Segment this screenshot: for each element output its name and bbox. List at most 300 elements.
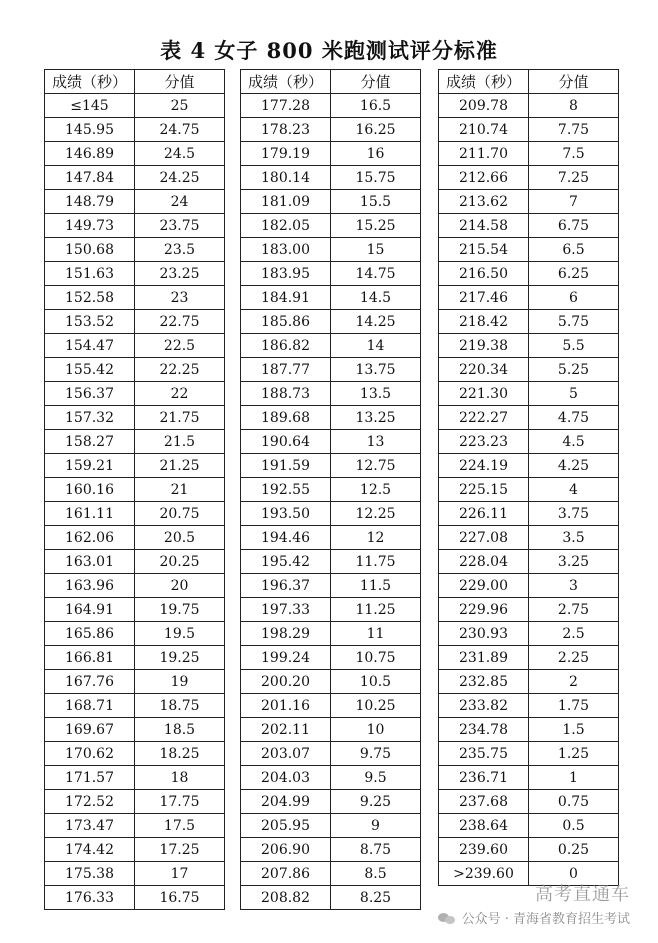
- time-cell: 161.11: [45, 502, 135, 526]
- time-cell: 153.52: [45, 310, 135, 334]
- table-row: [45, 694, 225, 718]
- score-table-2: [240, 69, 421, 910]
- score-cell: 21: [135, 478, 225, 502]
- score-cell: 18: [135, 766, 225, 790]
- score-cell: 13.75: [331, 358, 421, 382]
- time-cell: 166.81: [45, 646, 135, 670]
- table-row: [45, 598, 225, 622]
- time-cell: >239.60: [439, 862, 529, 886]
- time-cell: 201.16: [241, 694, 331, 718]
- score-cell: 9.25: [331, 790, 421, 814]
- table-row: [45, 550, 225, 574]
- time-cell: 157.32: [45, 406, 135, 430]
- score-cell: 1.5: [529, 718, 619, 742]
- time-cell: 212.66: [439, 166, 529, 190]
- time-cell: 170.62: [45, 742, 135, 766]
- table-row: [241, 622, 421, 646]
- table-row: [45, 430, 225, 454]
- table-row: [241, 814, 421, 838]
- score-cell: 16.75: [135, 886, 225, 910]
- table-row: [241, 790, 421, 814]
- time-cell: 197.33: [241, 598, 331, 622]
- table-row: [45, 214, 225, 238]
- table-row: [439, 142, 619, 166]
- table-row: [241, 718, 421, 742]
- score-cell: 11: [331, 622, 421, 646]
- score-cell: 17.25: [135, 838, 225, 862]
- table-row: [439, 622, 619, 646]
- table-row: [45, 646, 225, 670]
- time-cell: 204.99: [241, 790, 331, 814]
- score-cell: 9.5: [331, 766, 421, 790]
- score-cell: 0.5: [529, 814, 619, 838]
- time-cell: 233.82: [439, 694, 529, 718]
- time-cell: 165.86: [45, 622, 135, 646]
- table-row: [45, 742, 225, 766]
- time-cell: 179.19: [241, 142, 331, 166]
- score-cell: 6.5: [529, 238, 619, 262]
- table-row: [439, 358, 619, 382]
- time-cell: 235.75: [439, 742, 529, 766]
- time-cell: 220.34: [439, 358, 529, 382]
- table-row: [241, 886, 421, 910]
- table-row: [439, 190, 619, 214]
- table-row: [241, 550, 421, 574]
- time-cell: 174.42: [45, 838, 135, 862]
- table-row: [45, 454, 225, 478]
- time-cell: 181.09: [241, 190, 331, 214]
- wechat-icon: [438, 911, 456, 925]
- score-cell: 3.25: [529, 550, 619, 574]
- score-cell: 20.25: [135, 550, 225, 574]
- time-cell: 224.19: [439, 454, 529, 478]
- time-cell: 186.82: [241, 334, 331, 358]
- score-cell: 12.25: [331, 502, 421, 526]
- time-cell: 178.23: [241, 118, 331, 142]
- time-cell: 184.91: [241, 286, 331, 310]
- score-cell: 15.75: [331, 166, 421, 190]
- score-cell: 20.5: [135, 526, 225, 550]
- table-row: [45, 238, 225, 262]
- time-cell: 189.68: [241, 406, 331, 430]
- score-header: 分值: [331, 70, 421, 94]
- time-cell: 222.27: [439, 406, 529, 430]
- score-cell: 0.25: [529, 838, 619, 862]
- score-cell: 6: [529, 286, 619, 310]
- table-row: [241, 310, 421, 334]
- score-cell: 18.75: [135, 694, 225, 718]
- table-row: [241, 670, 421, 694]
- time-cell: 164.91: [45, 598, 135, 622]
- score-cell: 11.5: [331, 574, 421, 598]
- table-row: [439, 214, 619, 238]
- score-cell: 8.75: [331, 838, 421, 862]
- time-cell: 185.86: [241, 310, 331, 334]
- time-cell: 188.73: [241, 382, 331, 406]
- table-row: [439, 598, 619, 622]
- table-row: [45, 718, 225, 742]
- time-cell: 151.63: [45, 262, 135, 286]
- time-cell: 158.27: [45, 430, 135, 454]
- time-cell: 210.74: [439, 118, 529, 142]
- time-cell: 228.04: [439, 550, 529, 574]
- score-cell: 14.5: [331, 286, 421, 310]
- time-cell: 182.05: [241, 214, 331, 238]
- score-cell: 10.75: [331, 646, 421, 670]
- time-cell: 229.96: [439, 598, 529, 622]
- table-header-row: [439, 70, 619, 94]
- time-cell: 230.93: [439, 622, 529, 646]
- table-row: [45, 526, 225, 550]
- table-row: [439, 694, 619, 718]
- time-cell: 172.52: [45, 790, 135, 814]
- score-cell: 9: [331, 814, 421, 838]
- score-header: 分值: [135, 70, 225, 94]
- score-cell: 16.25: [331, 118, 421, 142]
- time-cell: 180.14: [241, 166, 331, 190]
- time-cell: 239.60: [439, 838, 529, 862]
- table-row: [241, 286, 421, 310]
- score-cell: 2.25: [529, 646, 619, 670]
- score-cell: 24.25: [135, 166, 225, 190]
- score-cell: 19.25: [135, 646, 225, 670]
- table-row: [45, 814, 225, 838]
- time-cell: 192.55: [241, 478, 331, 502]
- time-cell: ≤145: [45, 94, 135, 118]
- score-cell: 10.25: [331, 694, 421, 718]
- time-header: 成绩（秒）: [45, 70, 135, 94]
- table-row: [241, 358, 421, 382]
- time-cell: 215.54: [439, 238, 529, 262]
- table-row: [241, 238, 421, 262]
- score-cell: 9.75: [331, 742, 421, 766]
- score-cell: 23.75: [135, 214, 225, 238]
- page-title: 表 4 女子 800 米跑测试评分标准: [160, 38, 498, 63]
- table-row: [439, 718, 619, 742]
- score-cell: 0.75: [529, 790, 619, 814]
- score-cell: 8: [529, 94, 619, 118]
- score-cell: 13.25: [331, 406, 421, 430]
- time-cell: 207.86: [241, 862, 331, 886]
- score-cell: 21.25: [135, 454, 225, 478]
- time-cell: 223.23: [439, 430, 529, 454]
- table-row: [439, 646, 619, 670]
- time-cell: 147.84: [45, 166, 135, 190]
- table-row: [241, 598, 421, 622]
- table-header-row: [45, 70, 225, 94]
- table-row: [439, 478, 619, 502]
- table-row: [241, 406, 421, 430]
- table-row: [45, 670, 225, 694]
- table-row: [45, 286, 225, 310]
- table-row: [241, 142, 421, 166]
- time-cell: 146.89: [45, 142, 135, 166]
- time-cell: 237.68: [439, 790, 529, 814]
- time-cell: 229.00: [439, 574, 529, 598]
- score-cell: 16: [331, 142, 421, 166]
- table-row: [241, 838, 421, 862]
- table-row: [439, 454, 619, 478]
- watermark-account: [438, 908, 630, 927]
- score-cell: 2: [529, 670, 619, 694]
- score-cell: 10.5: [331, 670, 421, 694]
- score-cell: 22: [135, 382, 225, 406]
- score-cell: 24.75: [135, 118, 225, 142]
- table-row: [439, 430, 619, 454]
- time-cell: 152.58: [45, 286, 135, 310]
- table-row: [241, 646, 421, 670]
- time-cell: 187.77: [241, 358, 331, 382]
- score-cell: 23.5: [135, 238, 225, 262]
- time-cell: 163.96: [45, 574, 135, 598]
- score-cell: 22.75: [135, 310, 225, 334]
- time-cell: 227.08: [439, 526, 529, 550]
- table-row: [45, 766, 225, 790]
- watermark: [438, 880, 630, 927]
- table-row: [45, 790, 225, 814]
- time-cell: 149.73: [45, 214, 135, 238]
- table-row: [241, 190, 421, 214]
- table-row: [241, 430, 421, 454]
- score-cell: 4.25: [529, 454, 619, 478]
- table-row: [439, 286, 619, 310]
- table-row: [439, 118, 619, 142]
- score-cell: 18.5: [135, 718, 225, 742]
- score-cell: 3.5: [529, 526, 619, 550]
- table-row: [45, 94, 225, 118]
- table-row: [241, 382, 421, 406]
- table-row: [45, 118, 225, 142]
- score-cell: 21.75: [135, 406, 225, 430]
- score-cell: 13.5: [331, 382, 421, 406]
- score-cell: 5: [529, 382, 619, 406]
- table-row: [241, 118, 421, 142]
- table-row: [45, 190, 225, 214]
- table-row: [45, 262, 225, 286]
- score-cell: 7.5: [529, 142, 619, 166]
- table-row: [45, 886, 225, 910]
- table-row: [439, 790, 619, 814]
- time-cell: 225.15: [439, 478, 529, 502]
- score-cell: 8.5: [331, 862, 421, 886]
- score-cell: 5.25: [529, 358, 619, 382]
- table-row: [45, 406, 225, 430]
- time-cell: 232.85: [439, 670, 529, 694]
- table-row: [439, 814, 619, 838]
- time-cell: 199.24: [241, 646, 331, 670]
- score-cell: 25: [135, 94, 225, 118]
- time-cell: 196.37: [241, 574, 331, 598]
- score-cell: 15.25: [331, 214, 421, 238]
- score-cell: 1.25: [529, 742, 619, 766]
- time-cell: 231.89: [439, 646, 529, 670]
- table-row: [439, 166, 619, 190]
- score-cell: 13: [331, 430, 421, 454]
- score-cell: 14.75: [331, 262, 421, 286]
- table-row: [439, 574, 619, 598]
- time-cell: 209.78: [439, 94, 529, 118]
- time-cell: 198.29: [241, 622, 331, 646]
- table-row: [241, 454, 421, 478]
- table-row: [241, 262, 421, 286]
- table-row: [241, 526, 421, 550]
- score-cell: 11.75: [331, 550, 421, 574]
- time-cell: 226.11: [439, 502, 529, 526]
- time-cell: 154.47: [45, 334, 135, 358]
- score-cell: 15: [331, 238, 421, 262]
- table-row: [439, 382, 619, 406]
- table-row: [45, 502, 225, 526]
- time-cell: 214.58: [439, 214, 529, 238]
- table-row: [45, 358, 225, 382]
- score-cell: 5.75: [529, 310, 619, 334]
- table-row: [45, 862, 225, 886]
- time-cell: 236.71: [439, 766, 529, 790]
- time-cell: 217.46: [439, 286, 529, 310]
- table-row: [241, 766, 421, 790]
- table-row: [241, 574, 421, 598]
- score-cell: 1.75: [529, 694, 619, 718]
- time-cell: 183.00: [241, 238, 331, 262]
- score-cell: 23.25: [135, 262, 225, 286]
- time-cell: 211.70: [439, 142, 529, 166]
- score-cell: 1: [529, 766, 619, 790]
- score-cell: 2.5: [529, 622, 619, 646]
- table-row: [439, 310, 619, 334]
- time-cell: 175.38: [45, 862, 135, 886]
- time-cell: 219.38: [439, 334, 529, 358]
- watermark-brand: 高考直通车: [535, 884, 630, 905]
- table-row: [45, 622, 225, 646]
- time-cell: 213.62: [439, 190, 529, 214]
- score-cell: 14: [331, 334, 421, 358]
- time-cell: 183.95: [241, 262, 331, 286]
- time-cell: 148.79: [45, 190, 135, 214]
- table-row: [241, 502, 421, 526]
- table-row: [241, 94, 421, 118]
- score-cell: 19: [135, 670, 225, 694]
- table-row: [439, 742, 619, 766]
- score-cell: 7.75: [529, 118, 619, 142]
- score-table-3: [438, 69, 619, 886]
- table-row: [241, 478, 421, 502]
- time-cell: 205.95: [241, 814, 331, 838]
- time-cell: 190.64: [241, 430, 331, 454]
- time-cell: 200.20: [241, 670, 331, 694]
- score-cell: 10: [331, 718, 421, 742]
- table-row: [439, 550, 619, 574]
- score-cell: 2.75: [529, 598, 619, 622]
- score-cell: 8.25: [331, 886, 421, 910]
- time-cell: 168.71: [45, 694, 135, 718]
- time-cell: 238.64: [439, 814, 529, 838]
- table-row: [439, 670, 619, 694]
- table-row: [439, 262, 619, 286]
- score-cell: 17.5: [135, 814, 225, 838]
- score-cell: 7: [529, 190, 619, 214]
- score-header: 分值: [529, 70, 619, 94]
- table-row: [241, 334, 421, 358]
- table-row: [241, 166, 421, 190]
- time-cell: 204.03: [241, 766, 331, 790]
- time-cell: 160.16: [45, 478, 135, 502]
- table-row: [439, 406, 619, 430]
- time-cell: 177.28: [241, 94, 331, 118]
- table-row: [439, 526, 619, 550]
- time-cell: 145.95: [45, 118, 135, 142]
- score-cell: 20.75: [135, 502, 225, 526]
- watermark-account-label: 公众号 · 青海省教育招生考试: [461, 912, 630, 927]
- score-cell: 3: [529, 574, 619, 598]
- table-row: [439, 838, 619, 862]
- table-row: [45, 382, 225, 406]
- table-row: [45, 478, 225, 502]
- time-cell: 221.30: [439, 382, 529, 406]
- score-cell: 0: [529, 862, 619, 886]
- score-cell: 12.75: [331, 454, 421, 478]
- time-cell: 176.33: [45, 886, 135, 910]
- time-cell: 162.06: [45, 526, 135, 550]
- score-cell: 22.25: [135, 358, 225, 382]
- time-cell: 155.42: [45, 358, 135, 382]
- table-row: [439, 334, 619, 358]
- score-cell: 12: [331, 526, 421, 550]
- time-cell: 216.50: [439, 262, 529, 286]
- time-header: 成绩（秒）: [439, 70, 529, 94]
- table-row: [439, 502, 619, 526]
- table-row: [45, 574, 225, 598]
- time-cell: 163.01: [45, 550, 135, 574]
- score-cell: 17: [135, 862, 225, 886]
- score-cell: 6.25: [529, 262, 619, 286]
- time-cell: 202.11: [241, 718, 331, 742]
- table-row: [45, 142, 225, 166]
- score-cell: 4.5: [529, 430, 619, 454]
- table-row: [241, 694, 421, 718]
- table-row: [439, 94, 619, 118]
- score-cell: 11.25: [331, 598, 421, 622]
- time-cell: 150.68: [45, 238, 135, 262]
- score-cell: 22.5: [135, 334, 225, 358]
- table-row: [241, 214, 421, 238]
- table-row: [45, 166, 225, 190]
- time-cell: 208.82: [241, 886, 331, 910]
- score-cell: 23: [135, 286, 225, 310]
- table-row: [241, 862, 421, 886]
- score-table-1: [44, 69, 225, 910]
- score-cell: 24.5: [135, 142, 225, 166]
- score-cell: 12.5: [331, 478, 421, 502]
- time-cell: 191.59: [241, 454, 331, 478]
- score-cell: 19.75: [135, 598, 225, 622]
- time-cell: 169.67: [45, 718, 135, 742]
- table-row: [45, 838, 225, 862]
- score-cell: 4.75: [529, 406, 619, 430]
- time-cell: 195.42: [241, 550, 331, 574]
- score-cell: 19.5: [135, 622, 225, 646]
- score-cell: 5.5: [529, 334, 619, 358]
- time-cell: 234.78: [439, 718, 529, 742]
- time-cell: 206.90: [241, 838, 331, 862]
- table-row: [439, 766, 619, 790]
- score-cell: 14.25: [331, 310, 421, 334]
- score-cell: 7.25: [529, 166, 619, 190]
- score-cell: 3.75: [529, 502, 619, 526]
- time-cell: 167.76: [45, 670, 135, 694]
- table-header-row: [241, 70, 421, 94]
- score-cell: 6.75: [529, 214, 619, 238]
- table-row: [45, 334, 225, 358]
